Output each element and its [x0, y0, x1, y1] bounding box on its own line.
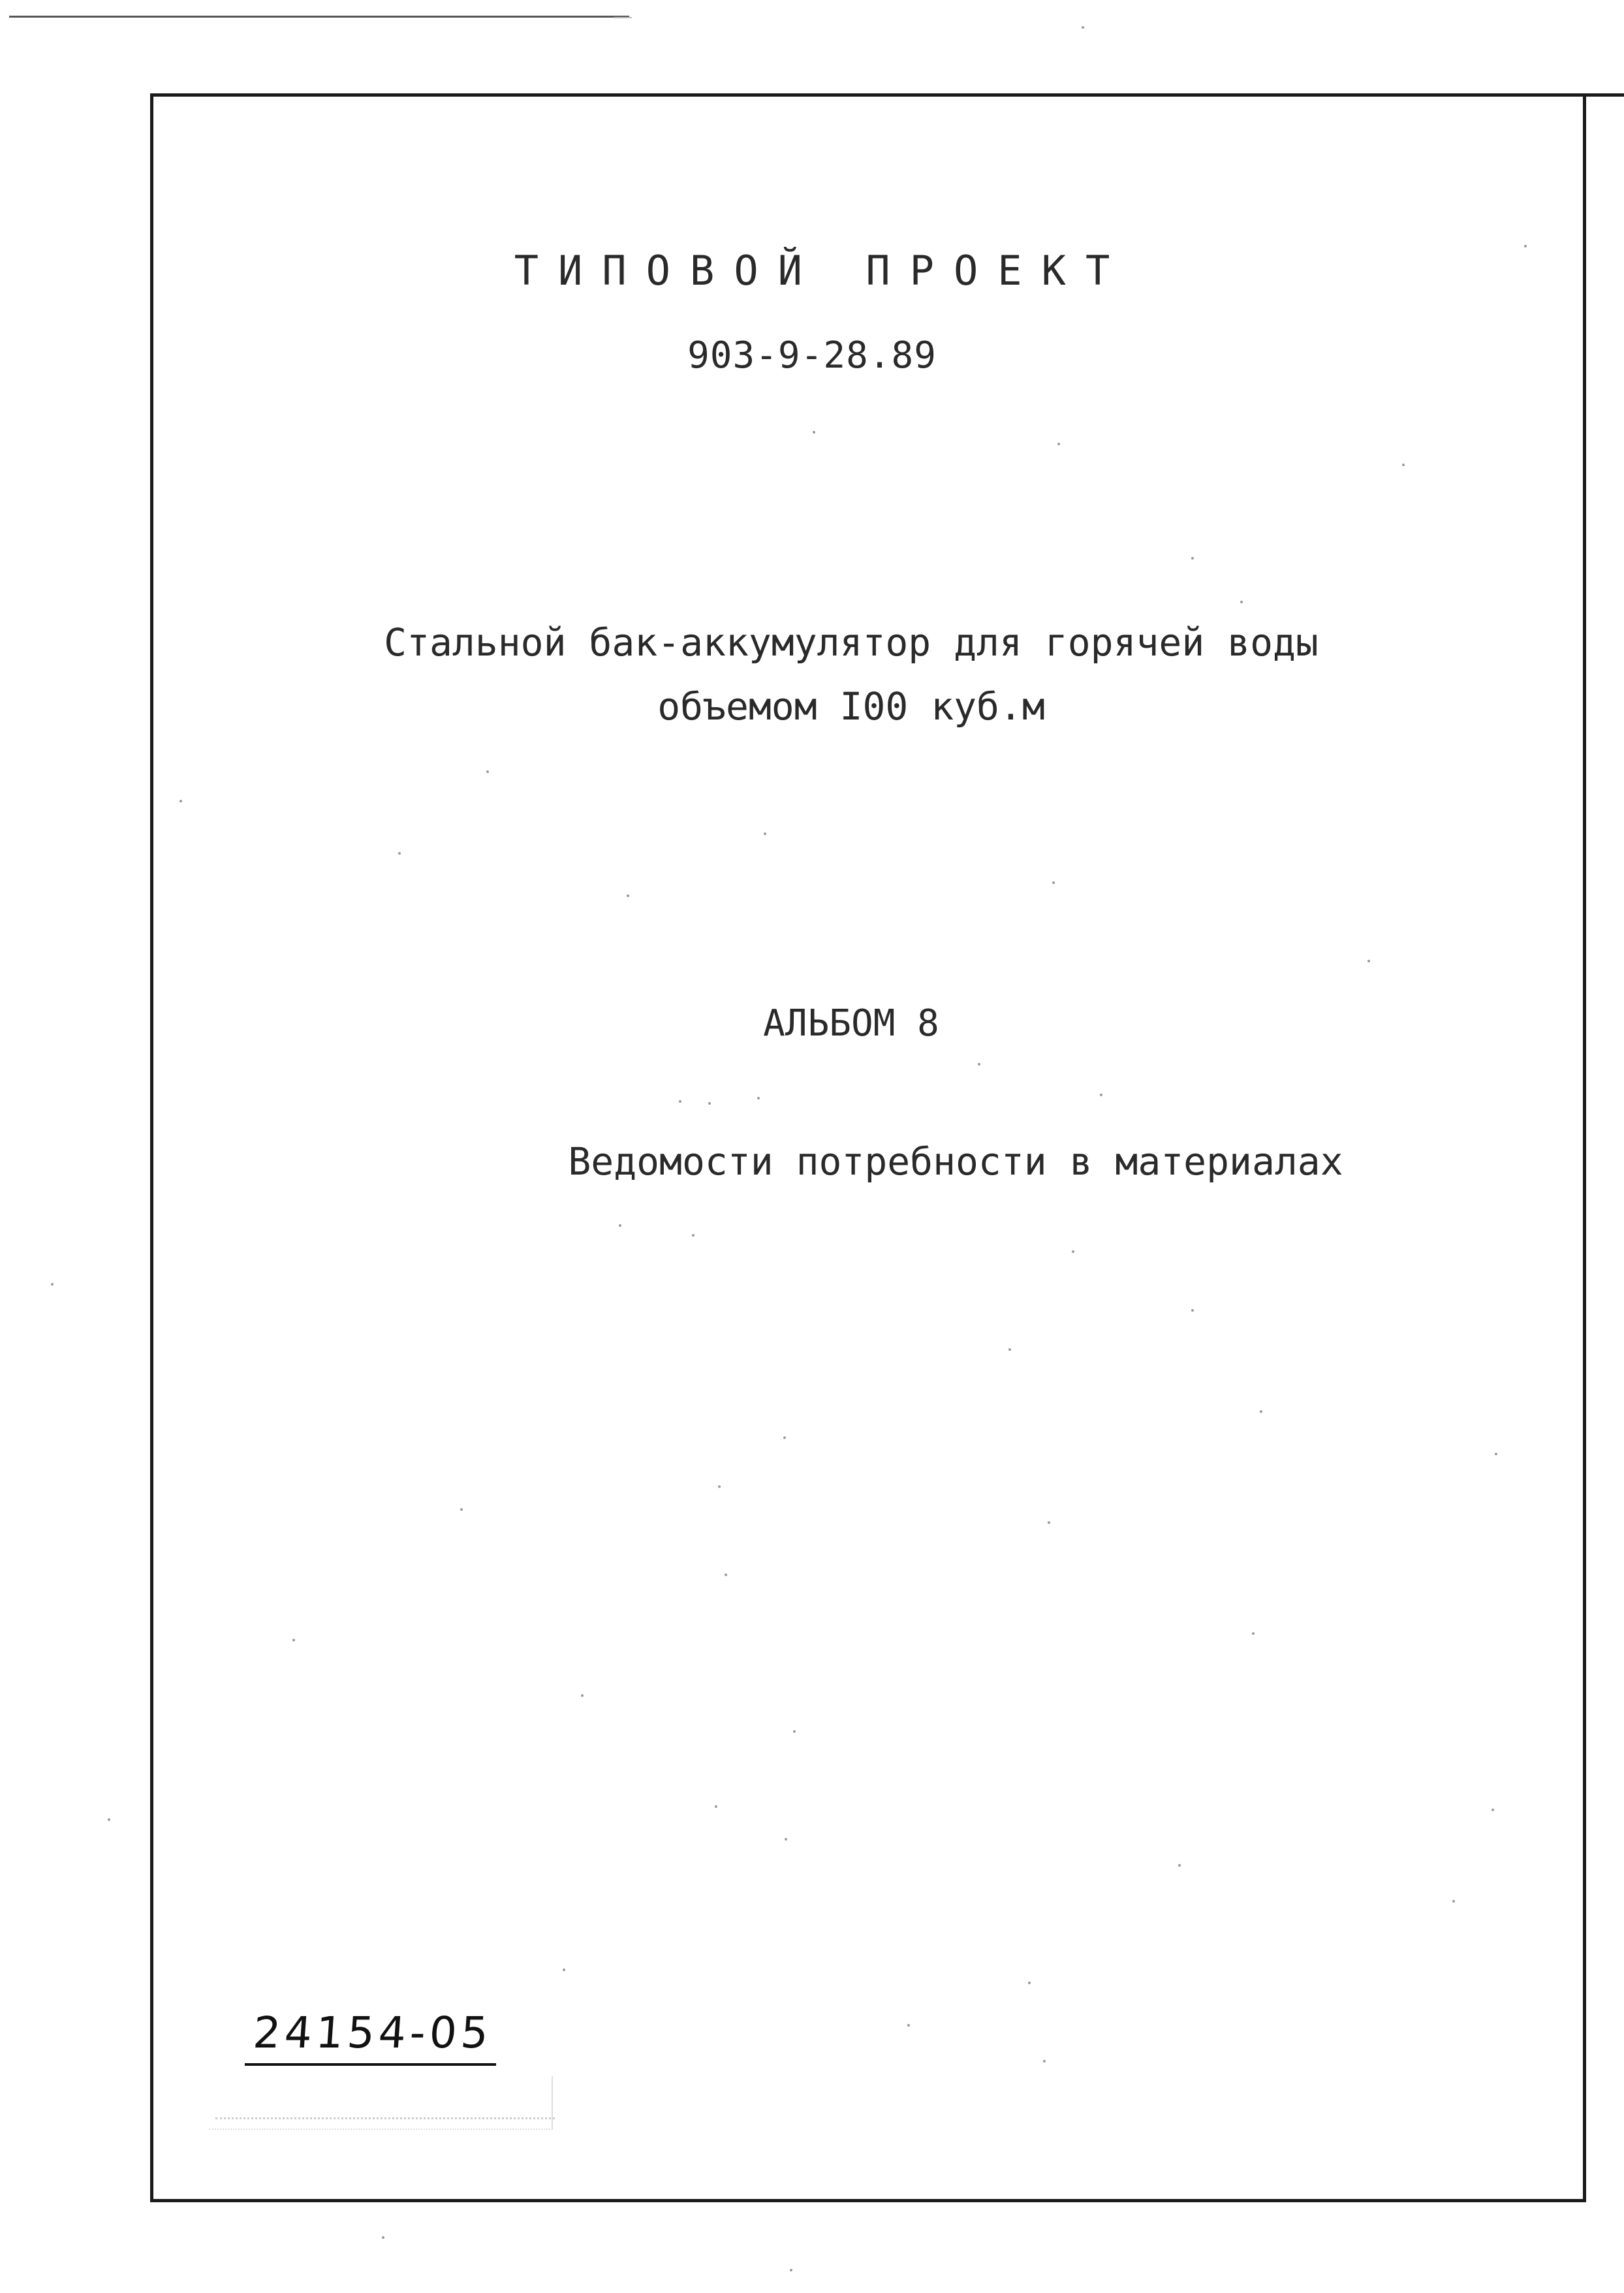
project-code: 903-9-28.89: [687, 334, 937, 377]
object-name: [0, 610, 1624, 738]
scan-speck: [793, 1730, 796, 1733]
scan-speck: [978, 1063, 980, 1066]
scan-speck: [692, 1234, 695, 1237]
page-frame-extension: [1583, 93, 1624, 97]
scan-speck: [1260, 1410, 1262, 1413]
scan-speck: [1402, 464, 1405, 466]
scan-speck: [1178, 1864, 1181, 1867]
scan-speck: [725, 1573, 727, 1576]
scan-speck: [1072, 1250, 1074, 1253]
faint-stamp-line: [215, 2117, 555, 2119]
scan-speck: [1052, 881, 1055, 884]
scan-speck: [907, 2024, 910, 2027]
inventory-underline: [245, 2063, 496, 2066]
scan-speck: [1008, 1348, 1011, 1351]
scan-speck: [292, 1639, 295, 1641]
top-rule-faint: [614, 17, 632, 18]
faint-stamp-box: [209, 2076, 553, 2130]
scan-speck: [1491, 1809, 1494, 1811]
scan-speck: [1082, 26, 1084, 29]
album-subtitle: Ведомости потребности в материалах: [568, 1139, 1343, 1184]
object-name-line2: объемом I00 куб.м: [657, 684, 1045, 729]
scan-speck: [398, 852, 401, 855]
scan-speck: [783, 1436, 786, 1439]
scan-speck: [1452, 1900, 1455, 1903]
scan-speck: [1524, 245, 1527, 247]
scan-speck: [715, 1805, 717, 1808]
inventory-number: 24154-05: [251, 2008, 494, 2058]
scan-speck: [486, 770, 489, 773]
scan-speck: [108, 1818, 110, 1821]
scan-speck: [790, 2269, 792, 2271]
scan-speck: [679, 1100, 681, 1103]
scan-speck: [627, 894, 629, 897]
top-rule: [9, 16, 629, 18]
object-name-line1: Стальной бак-аккумулятор для горячей воды: [384, 620, 1319, 665]
scan-speck: [708, 1102, 711, 1105]
scan-speck: [1048, 1521, 1050, 1524]
scan-speck: [460, 1508, 463, 1511]
scan-speck: [1100, 1094, 1102, 1096]
project-type-title: ТИПОВОЙ ПРОЕКТ: [514, 247, 1130, 294]
scan-speck: [51, 1283, 54, 1286]
scan-speck: [757, 1097, 760, 1099]
scan-speck: [1057, 443, 1060, 445]
scan-speck: [1028, 1982, 1031, 1984]
scan-speck: [180, 800, 182, 802]
scan-speck: [1367, 960, 1370, 962]
scan-speck: [1495, 1453, 1497, 1455]
scan-speck: [785, 1838, 787, 1841]
scan-speck: [1191, 557, 1194, 560]
scan-speck: [563, 1969, 565, 1971]
album-label: АЛЬБОМ 8: [763, 1002, 939, 1045]
scan-speck: [1252, 1632, 1255, 1635]
scan-speck: [581, 1694, 584, 1697]
scan-speck: [619, 1224, 621, 1227]
scan-speck: [718, 1485, 721, 1488]
scan-speck: [1240, 601, 1243, 603]
scan-speck: [813, 431, 815, 434]
scan-speck: [1043, 2060, 1046, 2063]
scan-speck: [382, 2236, 384, 2239]
scan-speck: [1191, 1309, 1194, 1312]
scan-speck: [764, 832, 766, 835]
